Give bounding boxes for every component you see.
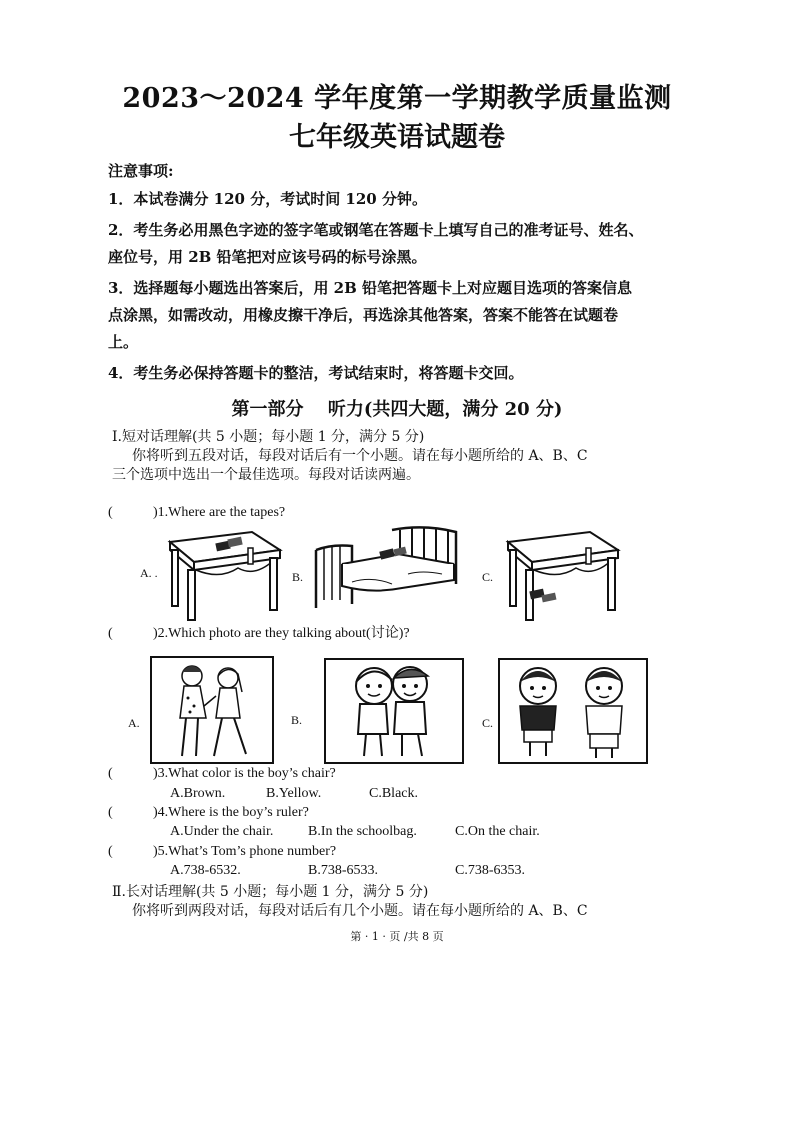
- question-text: 5.What’s Tom’s phone number?: [157, 844, 337, 859]
- note-line: 上。: [108, 333, 139, 351]
- photo-a-girls-image: [150, 656, 274, 764]
- option-c[interactable]: C.On the chair.: [455, 824, 540, 839]
- answer-paren-open[interactable]: (: [108, 805, 113, 820]
- section1-desc: 三个选项中选出一个最佳选项。每段对话读两遍。: [112, 467, 420, 483]
- note-line: 1．本试卷满分 120 分，考试时间 120 分钟。: [108, 190, 427, 208]
- option-a[interactable]: A.738-6532.: [170, 863, 241, 878]
- photo-c-boys-image: [498, 658, 648, 764]
- section2-desc: 你将听到两段对话，每段对话后有几个小题。请在每小题所给的 A、B、C: [132, 903, 588, 919]
- question-1: [108, 505, 285, 521]
- answer-paren-open[interactable]: (: [108, 766, 113, 781]
- option-label-c: C.: [482, 716, 494, 730]
- option-label-a: A. .: [140, 566, 158, 580]
- answer-paren-open[interactable]: (: [108, 844, 113, 859]
- question-5: [108, 844, 336, 860]
- section1-heading: Ⅰ.短对话理解(共 5 小题；每小题 1 分，满分 5 分): [112, 429, 425, 445]
- option-a[interactable]: A.Under the chair.: [170, 824, 274, 839]
- option-label-b: B.: [292, 570, 304, 584]
- question-text: 1.Where are the tapes?: [157, 505, 286, 520]
- option-c[interactable]: C.738-6353.: [455, 863, 525, 878]
- option-a[interactable]: A.Brown.: [170, 786, 226, 801]
- note-line: 3．选择题每小题选出答案后，用 2B 铅笔把答题卡上对应题目选项的答案信息: [108, 279, 632, 297]
- answer-paren-close: ): [153, 766, 158, 781]
- part1-title: 第一部分 听力(共四大题，满分 20 分): [231, 399, 563, 420]
- option-c[interactable]: C.Black.: [369, 786, 418, 801]
- section2-heading: Ⅱ.长对话理解(共 5 小题；每小题 1 分，满分 5 分): [112, 884, 429, 900]
- option-label-c: C.: [482, 570, 494, 584]
- notes-heading: 注意事项:: [108, 162, 174, 180]
- question-text: 4.Where is the boy’s ruler?: [157, 805, 309, 820]
- option-label-b: B.: [291, 713, 303, 727]
- question-3: [108, 766, 336, 782]
- exam-subtitle: 七年级英语试题卷: [289, 122, 505, 153]
- section1-desc: 你将听到五段对话，每段对话后有一个小题。请在每小题所给的 A、B、C: [132, 448, 588, 464]
- photo-b-kids-image: [324, 658, 464, 764]
- table-tapes-under-image: [498, 528, 628, 623]
- note-line: 点涂黑，如需改动，用橡皮擦干净后，再选涂其他答案，答案不能答在试题卷: [108, 306, 619, 324]
- answer-paren-close: ): [153, 805, 158, 820]
- answer-paren-close: ): [153, 626, 158, 641]
- option-label-a: A.: [128, 716, 140, 730]
- question-2: [108, 622, 410, 642]
- bed-tapes-image: [312, 524, 462, 614]
- table-tapes-on-image: [160, 528, 290, 623]
- answer-paren-close: ): [153, 505, 158, 520]
- question-4: [108, 805, 309, 821]
- note-line: 2．考生务必用黑色字迹的签字笔或钢笔在答题卡上填写自己的准考证号、姓名、: [108, 221, 644, 239]
- exam-title: 2023～2024 学年度第一学期教学质量监测: [122, 83, 672, 114]
- option-b[interactable]: B.In the schoolbag.: [308, 824, 417, 839]
- option-b[interactable]: B.738-6533.: [308, 863, 378, 878]
- note-line: 座位号，用 2B 铅笔把对应该号码的标号涂黑。: [108, 248, 427, 266]
- answer-paren-open[interactable]: (: [108, 626, 113, 641]
- answer-paren-close: ): [153, 844, 158, 859]
- page-footer: 第 · 1 · 页 /共 8 页: [350, 930, 444, 943]
- option-b[interactable]: B.Yellow.: [266, 786, 322, 801]
- note-line: 4．考生务必保持答题卡的整洁，考试结束时，将答题卡交回。: [108, 364, 524, 382]
- answer-paren-open[interactable]: (: [108, 505, 113, 520]
- question-text: 3.What color is the boy’s chair?: [157, 766, 336, 781]
- question-text: 2.Which photo are they talking about(讨论)?: [157, 626, 410, 641]
